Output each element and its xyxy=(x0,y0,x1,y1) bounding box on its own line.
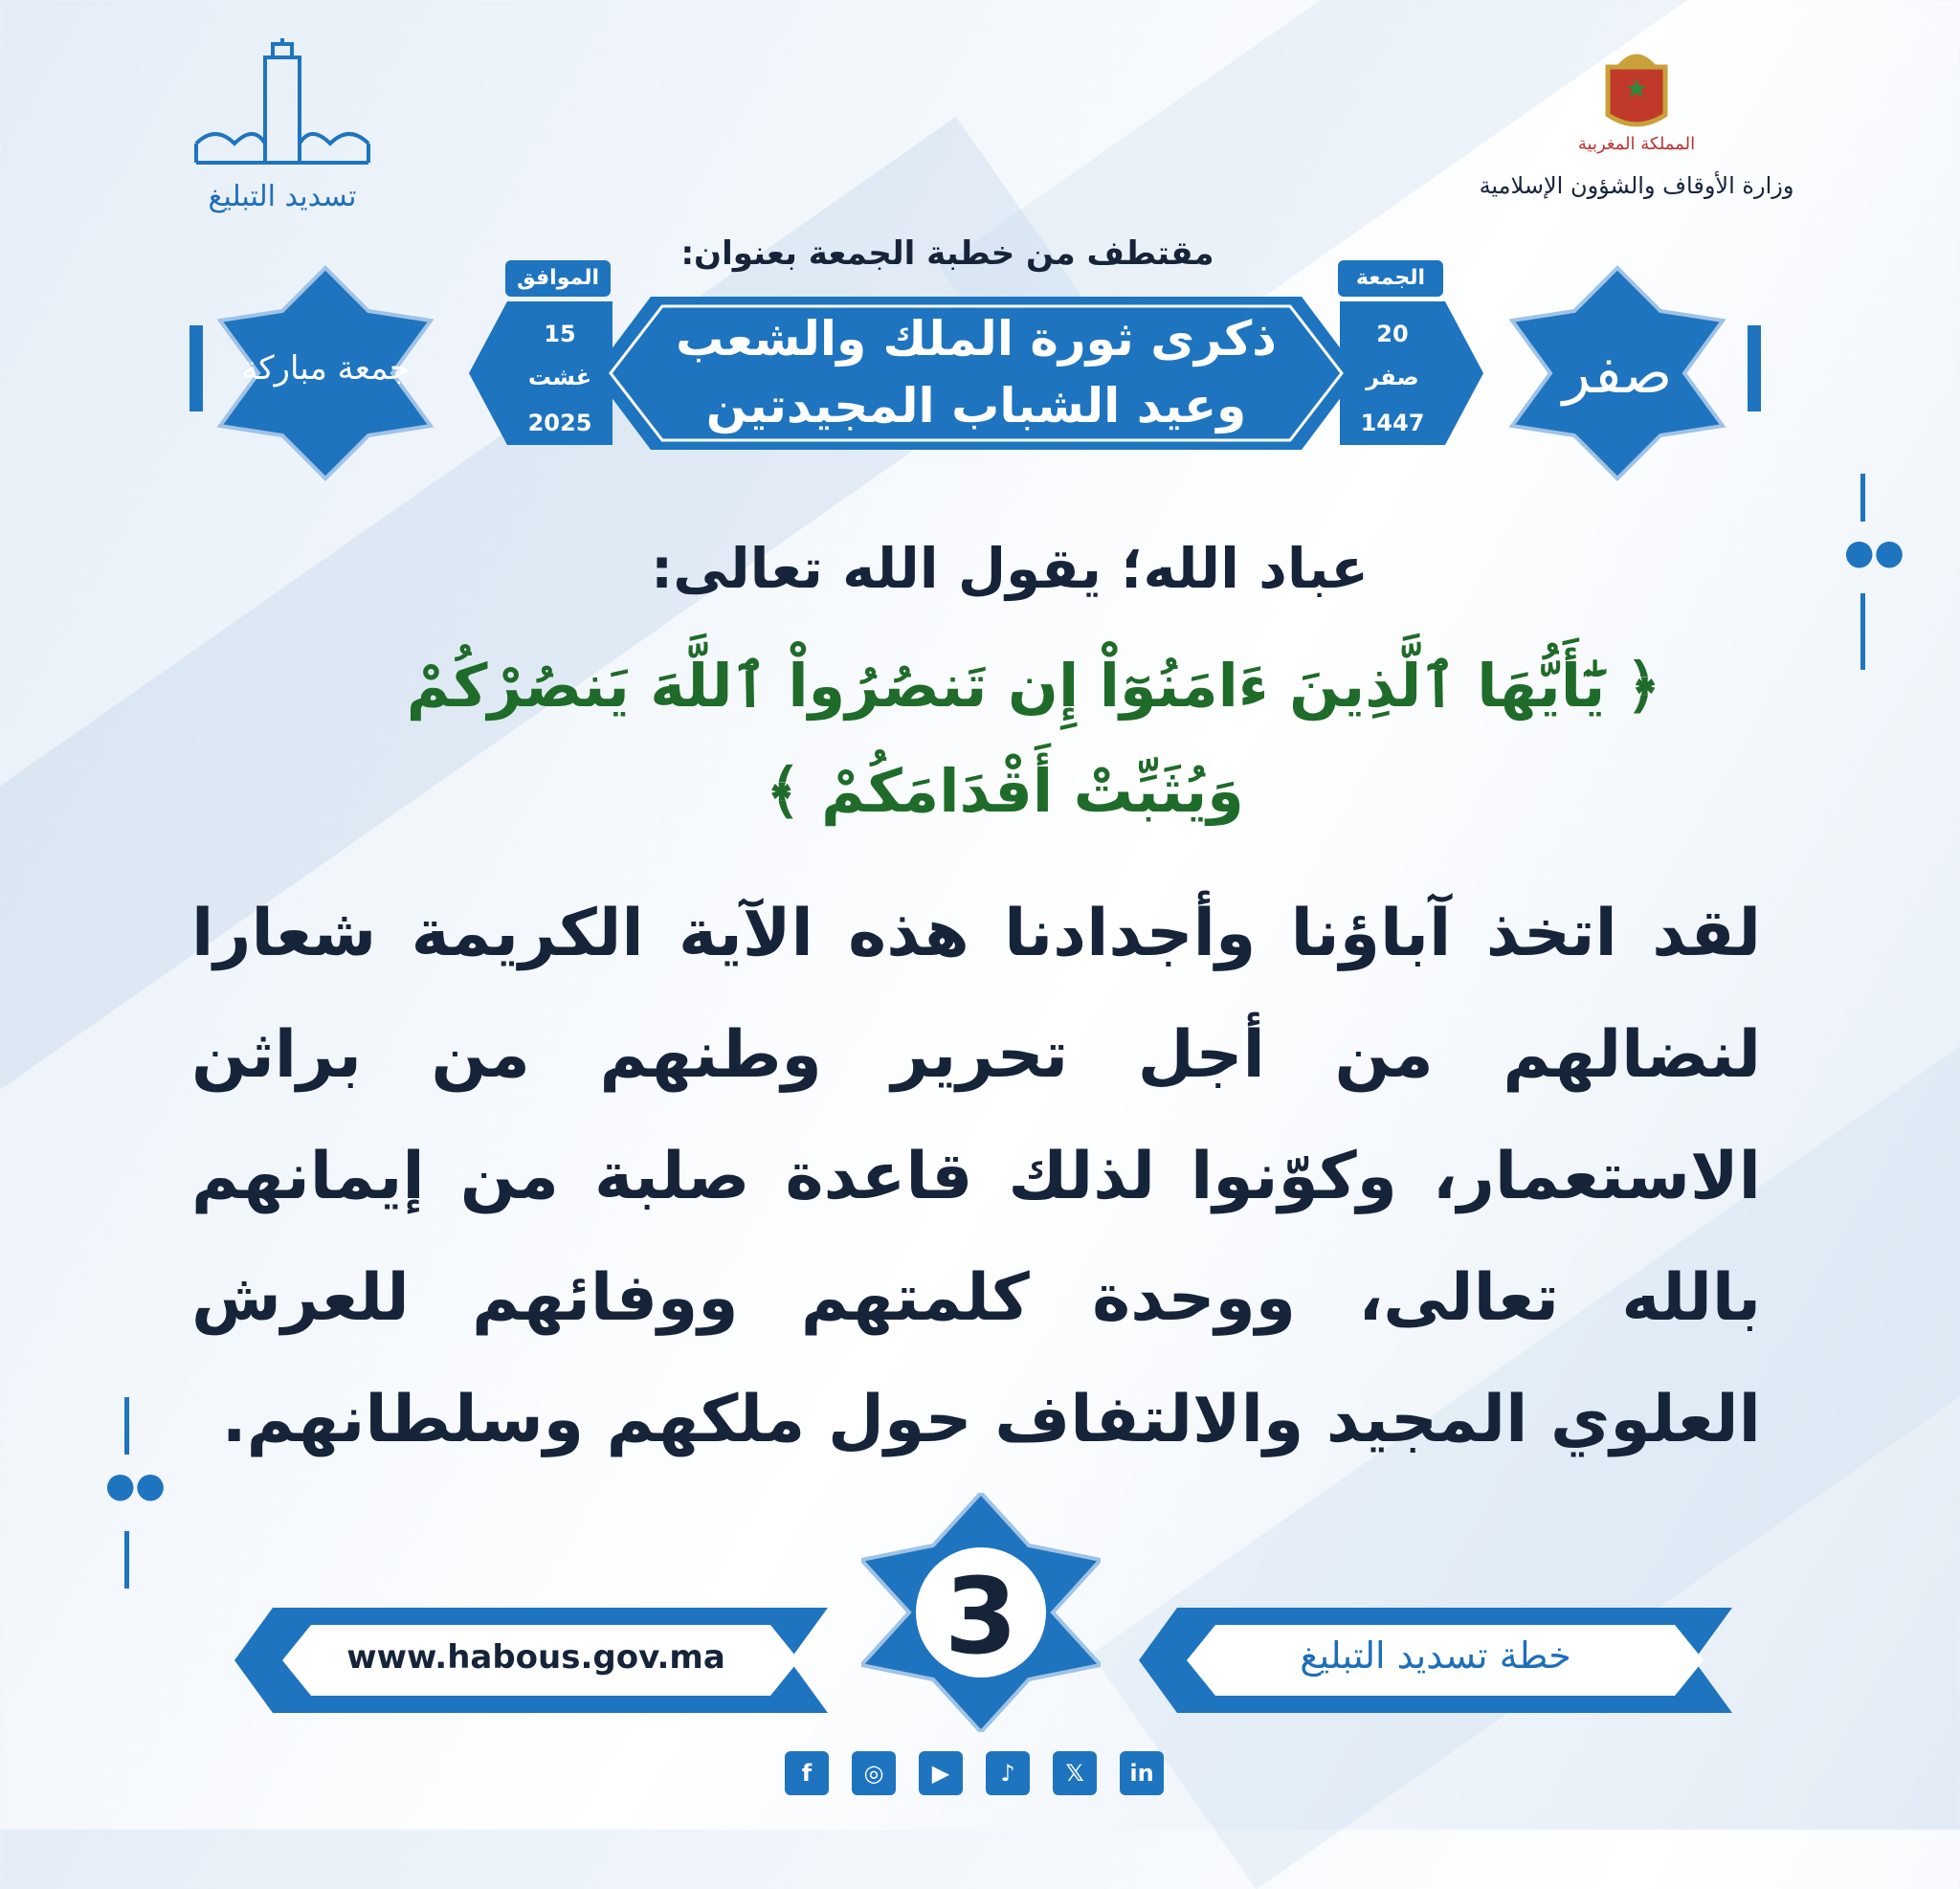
month-badge-text: صفر xyxy=(1562,340,1673,407)
ministry-line2: وزارة الأوقاف والشؤون الإسلامية xyxy=(1479,172,1794,199)
linkedin-icon[interactable]: in xyxy=(1120,1751,1164,1795)
facebook-icon[interactable]: f xyxy=(785,1751,829,1795)
body-line-5: العلوي المجيد والالتفاف حول ملكهم وسلطانهم. xyxy=(221,1382,1761,1457)
right-deco-bar-bottom xyxy=(1860,593,1865,670)
hijri-day: 20 xyxy=(1376,321,1409,347)
emblem-icon xyxy=(1589,38,1684,134)
program-logo xyxy=(187,38,378,220)
header-left-bar xyxy=(189,325,203,411)
x-icon[interactable]: 𝕏 xyxy=(1053,1751,1097,1795)
coat-of-arms xyxy=(1589,38,1684,134)
body-line-1: لقد اتخذ آباؤنا وأجدادنا هذه الآية الكريمة شعارا xyxy=(191,896,1761,971)
tiktok-icon[interactable]: ♪ xyxy=(986,1751,1030,1795)
title-line2: وعيد الشباب المجيدتين xyxy=(705,378,1247,433)
title-line1: ذكرى ثورة الملك والشعب xyxy=(676,311,1277,367)
website-link[interactable]: www.habous.gov.ma xyxy=(346,1638,725,1677)
body-line-3: الاستعمار، وكوّنوا لذلك قاعدة صلبة من إيمانهم xyxy=(191,1139,1761,1214)
ministry-line1: المملكة المغربية xyxy=(1577,134,1696,154)
verse-line1: ﴿ يَٰٓأَيُّهَا ٱلَّذِينَ ءَامَنُوٓاْ إِن تَنصُرُواْ ٱللَّهَ يَنصُرْكُمْ xyxy=(406,651,1661,721)
gregorian-label: الموافق xyxy=(505,260,611,297)
plan-label: خطة تسديد التبليغ xyxy=(1300,1634,1571,1677)
body-line-4: بالله تعالى، ووحدة كلمتهم ووفائهم للعرش xyxy=(191,1260,1761,1336)
intro-text: عباد الله؛ يقول الله تعالى: xyxy=(651,536,1369,601)
gregorian-month: غشت xyxy=(527,364,592,390)
hijri-year: 1447 xyxy=(1360,410,1425,436)
right-deco-bar-top xyxy=(1860,474,1865,522)
program-logo-text: تسديد التبليغ xyxy=(208,180,357,213)
mosque-icon xyxy=(187,38,378,182)
left-deco-bar-bottom xyxy=(124,1531,129,1589)
left-deco-bar-top xyxy=(124,1397,129,1455)
verse-line2: وَيُثَبِّتْ أَقْدَامَكُمْ ﴾ xyxy=(766,756,1244,826)
subtitle: مقتطف من خطبة الجمعة بعنوان: xyxy=(680,234,1214,273)
header-right-bar xyxy=(1748,325,1761,411)
hijri-month: صفر xyxy=(1366,364,1419,390)
body-line-2: لنضالهم من أجل تحرير وطنهم من براثن xyxy=(191,1017,1761,1093)
left-deco-dots: ●● xyxy=(105,1466,166,1505)
gregorian-year: 2025 xyxy=(527,410,592,436)
instagram-icon[interactable]: ◎ xyxy=(852,1751,896,1795)
right-deco-dots: ●● xyxy=(1844,533,1904,572)
jumuah-badge-text: جمعة مباركة xyxy=(241,349,410,388)
page-number: 3 xyxy=(944,1555,1018,1678)
hijri-label: الجمعة xyxy=(1338,260,1443,297)
youtube-icon[interactable]: ▶ xyxy=(919,1751,963,1795)
gregorian-day: 15 xyxy=(544,321,576,347)
